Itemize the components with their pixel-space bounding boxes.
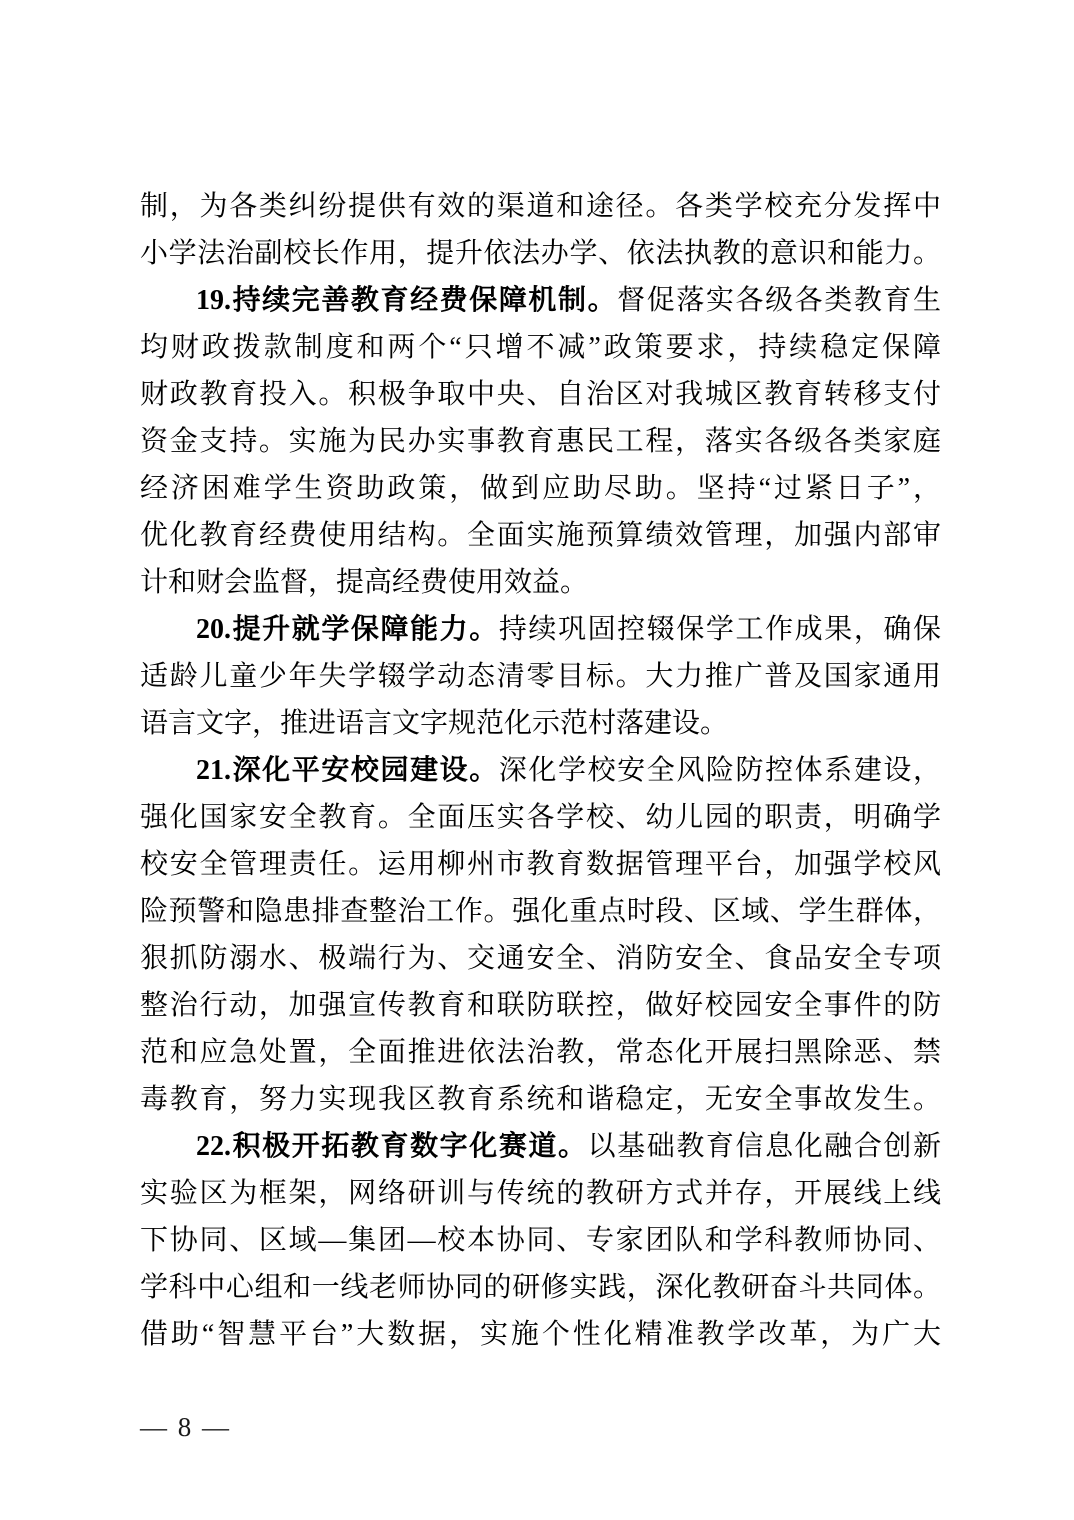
text-line — [140, 230, 941, 277]
text-line — [140, 653, 941, 700]
text-line — [140, 1029, 941, 1076]
text-run: 狠抓防溺水、极端行为、交通安全、消防安全、食品安全专项 — [140, 943, 941, 974]
text-run: 以基础教育信息化融合创新 — [587, 1131, 941, 1162]
section-heading-20: 20.提升就学保障能力。 — [196, 614, 499, 645]
text-run: 强化国家安全教育。全面压实各学校、幼儿园的职责，明确学 — [140, 802, 941, 833]
text-line — [140, 982, 941, 1029]
text-line — [140, 935, 941, 982]
text-run: 均财政拨款制度和两个“只增不减”政策要求，持续稳定保障 — [140, 332, 941, 363]
text-run: 校安全管理责任。运用柳州市教育数据管理平台，加强学校风 — [140, 849, 941, 880]
text-line — [140, 465, 941, 512]
text-run: 下协同、区域—集团—校本协同、专家团队和学科教师协同、 — [140, 1225, 941, 1256]
section-heading-19: 19.持续完善教育经费保障机制。 — [196, 285, 618, 316]
text-run: 经济困难学生资助政策，做到应助尽助。坚持“过紧日子”， — [140, 473, 941, 504]
text-run: 适龄儿童少年失学辍学动态清零目标。大力推广普及国家通用 — [140, 661, 941, 692]
text-line — [140, 700, 941, 747]
heading-21-line — [140, 747, 941, 794]
text-line — [140, 1076, 941, 1123]
text-run: 整治行动，加强宣传教育和联防联控，做好校园安全事件的防 — [140, 990, 941, 1021]
text-line — [140, 794, 941, 841]
text-run: 制，为各类纠纷提供有效的渠道和途径。各类学校充分发挥中 — [140, 191, 941, 222]
page-number: — 8 — — [140, 1412, 231, 1442]
heading-20-line — [140, 606, 941, 653]
text-run: 深化学校安全风险防控体系建设， — [498, 755, 941, 786]
text-run: 优化教育经费使用结构。全面实施预算绩效管理，加强内部审 — [140, 520, 941, 551]
text-line — [140, 1170, 941, 1217]
text-line — [140, 418, 941, 465]
text-line — [140, 512, 941, 559]
text-line — [140, 1311, 941, 1358]
text-run: 计和财会监督，提高经费使用效益。 — [140, 567, 589, 598]
text-run: 财政教育投入。积极争取中央、自治区对我城区教育转移支付 — [140, 379, 941, 410]
text-run: 督促落实各级各类教育生 — [617, 285, 941, 316]
heading-19-line — [140, 277, 941, 324]
text-line — [140, 559, 941, 606]
text-run: 范和应急处置，全面推进依法治教，常态化开展扫黑除恶、禁 — [140, 1037, 941, 1068]
text-run: 资金支持。实施为民办实事教育惠民工程，落实各级各类家庭 — [140, 426, 941, 457]
text-run: 毒教育，努力实现我区教育系统和谐稳定，无安全事故发生。 — [140, 1084, 941, 1115]
text-run: 语言文字，推进语言文字规范化示范村落建设。 — [140, 708, 729, 739]
text-line — [140, 324, 941, 371]
section-heading-22: 22.积极开拓教育数字化赛道。 — [196, 1131, 588, 1162]
text-run: 持续巩固控辍保学工作成果，确保 — [498, 614, 941, 645]
heading-22-line — [140, 1123, 941, 1170]
text-run: 险预警和隐患排查整治工作。强化重点时段、区域、学生群体， — [140, 896, 941, 927]
text-line — [140, 183, 941, 230]
text-line — [140, 1217, 941, 1264]
text-run: 小学法治副校长作用，提升依法办学、依法执教的意识和能力。 — [140, 238, 941, 269]
text-run: 学科中心组和一线老师协同的研修实践，深化教研奋斗共同体。 — [140, 1272, 941, 1303]
text-run: 实验区为框架，网络研训与传统的教研方式并存，开展线上线 — [140, 1178, 941, 1209]
text-line — [140, 888, 941, 935]
text-run: 借助“智慧平台”大数据，实施个性化精准教学改革，为广大 — [140, 1319, 941, 1350]
text-line — [140, 841, 941, 888]
text-line — [140, 1264, 941, 1311]
document-text-block — [140, 183, 941, 1358]
text-line — [140, 371, 941, 418]
section-heading-21: 21.深化平安校园建设。 — [196, 755, 499, 786]
